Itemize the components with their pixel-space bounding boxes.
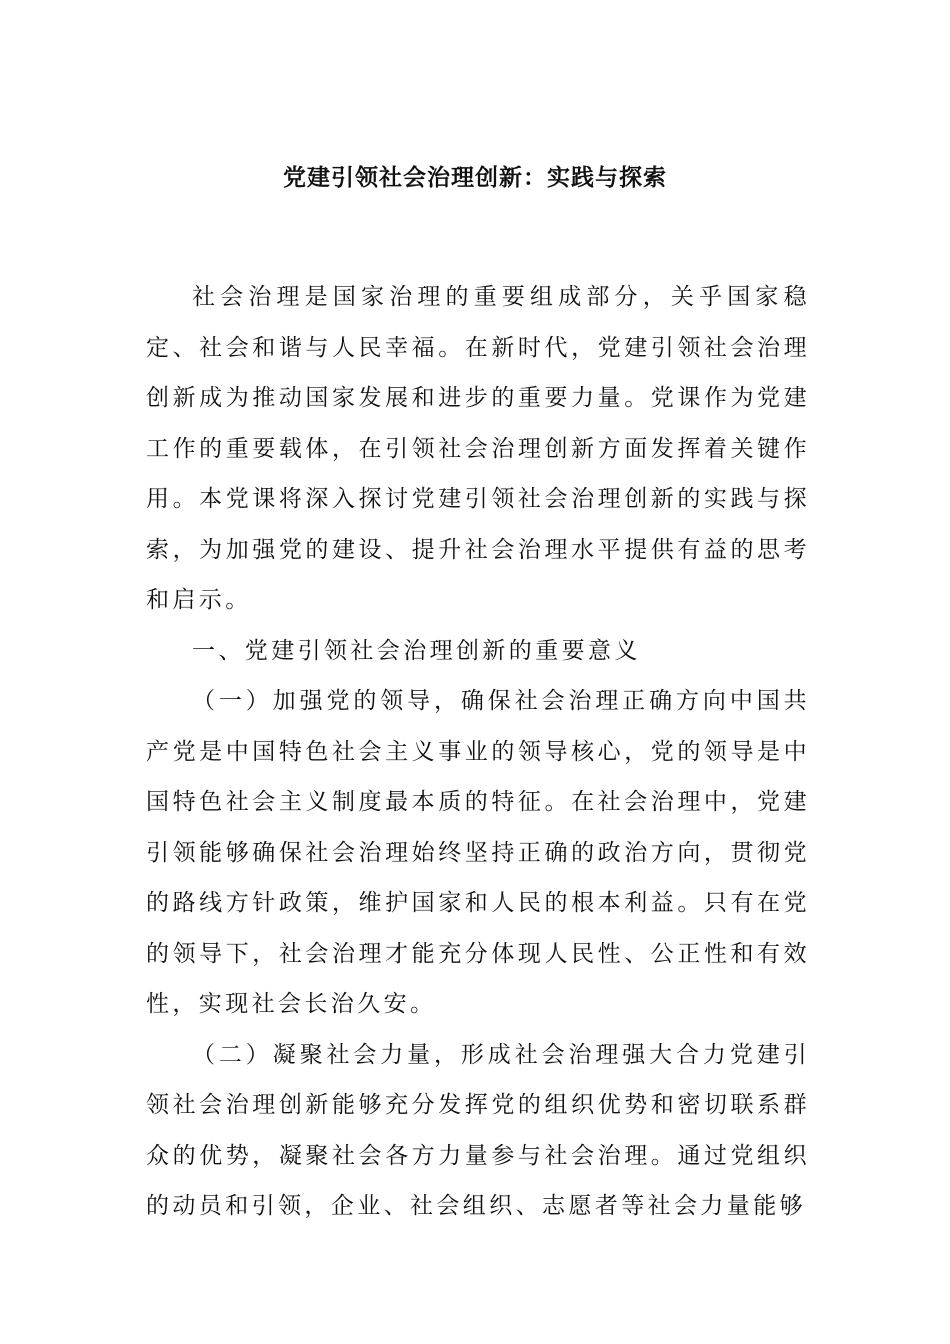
document-body: [146, 272, 810, 1232]
paragraph-subsection-1: （一）加强党的领导，确保社会治理正确方向中国共产党是中国特色社会主义事业的领导核心，党的领导是中国特色社会主义制度最本质的特征。在社会治理中，党建引领能够确保社会治理始终坚持正确的政治方向，贯彻党的路线方针政策，维护国家和人民的根本利益。只有在党的领导下，社会治理才能充分体现人民性、公正性和有效性，实现社会长治久安。: [146, 688, 810, 1017]
paragraph-intro: 社会治理是国家治理的重要组成部分，关乎国家稳定、社会和谐与人民幸福。在新时代，党建引领社会治理创新成为推动国家发展和进步的重要力量。党课作为党建工作的重要载体，在引领社会治理创新方面发挥着关键作用。本党课将深入探讨党建引领社会治理创新的实践与探索，为加强党的建设、提升社会治理水平提供有益的思考和启示。: [146, 284, 810, 613]
document-title: 党建引领社会治理创新：实践与探索: [283, 164, 667, 191]
paragraph-subsection-2: （二）凝聚社会力量，形成社会治理强大合力党建引领社会治理创新能够充分发挥党的组织优势和密切联系群众的优势，凝聚社会各方力量参与社会治理。通过党组织的动员和引领，企业、社会组织、志愿者等社会力量能够: [146, 1041, 810, 1219]
section-heading-1: 一、党建引领社会治理创新的重要意义: [192, 637, 641, 664]
